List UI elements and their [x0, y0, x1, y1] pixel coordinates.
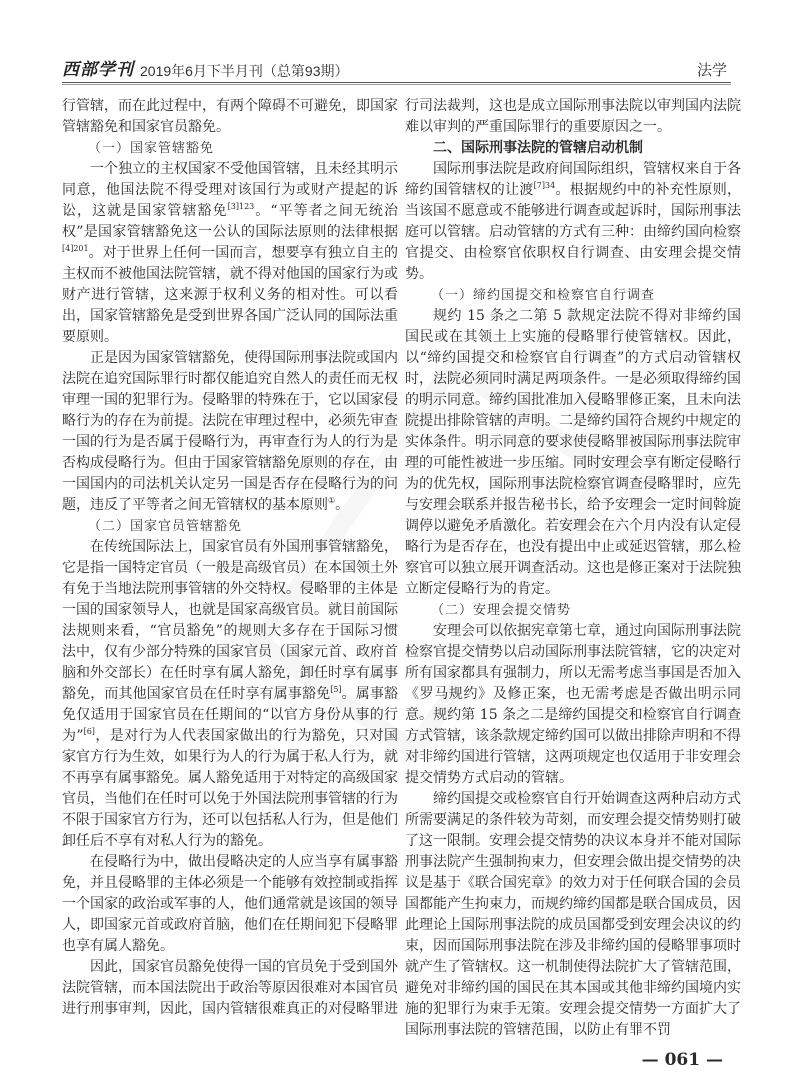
right-column	[405, 96, 741, 1041]
text-run: 正是因为国家管辖豁免，使得国际刑事法院或国内法院在追究国际罪行时都仅能追究自然人的责任而无权审理一国的犯罪行为。侵略罪的特殊在于，它以国家侵略行为的存在为前提。法院在审理过程中，必须先审查一国的行为是否属于侵略行为，再审查行为人的行为是否构成侵略行为。但由于国家管辖豁免原则的存在，由一国国内的司法机关认定另一国是否存在侵略行为的问题，违反了平等者之间无管辖权的基本原则	[62, 350, 398, 513]
text-run: 安理会可以依据宪章第七章，通过向国际刑事法院检察官提交情势以启动国际刑事法院管辖，它的决定对所有国家都具有强制力，所以无需考虑当事国是否加入《罗马规约》及修正案，也无需考虑是否做出明示同意。规约第 15 条之二是缔约国提交和检察官自行调查方式管辖，该条款规定缔约国可以做出排除声明和不得对非缔约国进行管辖，这两项规定也仅适用于非安理会提交情势方式启动的管辖。	[405, 623, 741, 786]
text-run: 。“平等者之间无统治权”是国家管辖豁免这一公认的国际法原则的法律根据	[62, 203, 398, 240]
text-run: 一个独立的主权国家不受他国管辖，且未经其明示同意，他国法院不得受理对该国行为或财产提起的诉讼，这就是国家管辖豁免	[62, 161, 398, 219]
text-run: 因此，国家官员豁免使得一国的官员免于受到国外法院管辖，而本国法院出于政治等原因很难对本国官员进行刑事审判，因此，国内管辖很难真正的对侵略罪进	[62, 959, 398, 1017]
paragraph	[62, 159, 398, 348]
running-header	[62, 58, 731, 80]
journal-logo: 西部学刊	[62, 60, 134, 80]
paragraph	[405, 621, 741, 789]
text-run: 在传统国际法上，国家官员有外国刑事管辖豁免，它是指一国特定官员（一般是高级官员）在本国领土外有免于当地法院刑事管辖的外交特权。侵略罪的主体是一国的国家领导人，也就是国家高级官员。就目前国际法规则来看，“官员豁免”的规则大多存在于国际习惯法中，仅有少部分特殊的国家官员（国家元首、政府首脑和外交部长）在任时享有属人豁免，卸任时享有属事豁免，而其他国家官员在任时享有属事豁免	[62, 539, 398, 702]
issue-info: 2019年6月下半月刊（总第93期）	[140, 63, 349, 79]
citation-marker: ①	[328, 496, 336, 505]
paragraph	[405, 96, 741, 138]
paragraph	[62, 957, 398, 1020]
paragraph	[62, 537, 398, 852]
page-number: — 061 —	[641, 1050, 723, 1070]
text-run: 。根据规约中的补充性原则，当该国不愿意或不能够进行调查或起诉时，国际刑事法庭可以管辖。启动管辖的方式有三种：由缔约国向检察官提交、由检察官依职权自行调查、由安理会提交情势。	[405, 182, 742, 282]
citation-marker: [6]	[83, 727, 95, 736]
paragraph	[62, 852, 398, 957]
paragraph	[405, 306, 741, 600]
section-name: 法学	[696, 62, 727, 79]
citation-marker: [5]	[330, 685, 342, 694]
subsection-heading	[62, 516, 398, 537]
subsection-heading	[405, 285, 741, 306]
paragraph	[405, 789, 741, 1041]
text-run: （一）缔约国提交和检察官自行调查	[431, 288, 656, 303]
text-run: 行司法裁判，这也是成立国际刑事法院以审判国内法院难以审判的严重国际罪行的重要原因之一。	[405, 98, 741, 135]
subsection-heading	[405, 600, 741, 621]
left-column	[62, 96, 398, 1020]
text-run: 缔约国提交或检察官自行开始调查这两种启动方式所需要满足的条件较为苛刻，而安理会提交情势则打破了这一限制。安理会提交情势的决议本身并不能对国际刑事法院产生强制拘束力，但安理会做出提交情势的决议是基于《联合国宪章》的效力对于任何联合国的会员国都能产生拘束力，而规约缔约国都是联合国成员，因此理论上国际刑事法院的成员国都受到安理会决议的约束，因而国际刑事法院在涉及非缔约国的侵略罪事项时就产生了管辖权。这一机制使得法院扩大了管辖范围，避免对非缔约国的国民在其本国或其他非缔约国境内实施的犯罪行为束手无策。安理会提交情势一方面扩大了国际刑事法院的管辖范围，以防止有罪不罚	[405, 791, 741, 1038]
text-run: 在侵略行为中，做出侵略决定的人应当享有属事豁免，并且侵略罪的主体必须是一个能够有效控制或指挥一个国家的政治或军事的人，他们通常就是该国的领导人，即国家元首或政府首脑，他们在任期间犯下侵略罪也享有属人豁免。	[62, 854, 398, 954]
citation-marker: [4]201	[62, 244, 89, 253]
text-run: （二）国家官员管辖豁免	[88, 519, 243, 534]
citation-marker: [7]34	[533, 181, 556, 190]
text-run: 。	[335, 497, 350, 513]
text-run: ，是对行为人代表国家做出的行为豁免，只对国家官方行为生效，如果行为人的行为属于私人行为，就不再享有属事豁免。属人豁免适用于对特定的高级国家官员，当他们在任时可以免于外国法院刑事管辖的行为不限于国家官方行为，还可以包括私人行为，但是他们卸任后不享有对私人行为的豁免。	[62, 728, 398, 849]
text-run: （一）国家管辖豁免	[88, 141, 215, 156]
text-run: 二、国际刑事法院的管辖启动机制	[433, 140, 643, 156]
text-run: （二）安理会提交情势	[431, 603, 572, 618]
text-run: 规约 15 条之二第 5 款规定法院不得对非缔约国国民或在其领土上实施的侵略罪行使管辖权。因此，以“缔约国提交和检察官自行调查”的方式启动管辖权时，法院必须同时满足两项条件。一是必须取得缔约国的明示同意。缔约国批准加入侵略罪修正案，且未向法院提出排除管辖的声明。二是缔约国符合规约中规定的实体条件。明示同意的要求使侵略罪被国际刑事法院审理的可能性被进一步压缩。同时安理会享有断定侵略行为的优先权，国际刑事法院检察官调查侵略罪时，应先与安理会联系并报告秘书长，给予安理会一定时间斡旋调停以避免矛盾激化。若安理会在六个月内没有认定侵略行为是否存在，也没有提出中止或延迟管辖，那么检察官可以独立展开调查活动。这也是修正案对于法院独立断定侵略行为的肯定。	[405, 308, 741, 597]
text-run: 国际刑事法院是政府间国际组织，管辖权来自于各缔约国管辖权的让渡	[405, 161, 741, 198]
text-run: 。对于世界上任何一国而言，想要享有独立自主的主权而不被他国法院管辖，就不得对他国的国家行为或财产进行管辖，这来源于权利义务的相对性。可以看出，国家管辖豁免是受到世界各国广泛认同的国际法重要原则。	[62, 245, 398, 345]
paragraph	[405, 159, 741, 285]
header-rule	[62, 82, 731, 85]
text-run: 。属事豁免仅适用于国家官员在任期间的“以官方身份从事的行为”	[62, 686, 399, 744]
citation-marker: [3]123	[227, 202, 255, 211]
text-run: 行管辖，而在此过程中，有两个障碍不可避免，即国家管辖豁免和国家官员豁免。	[62, 98, 398, 135]
subsection-heading	[62, 138, 398, 159]
paragraph	[62, 96, 398, 138]
section-heading	[405, 138, 741, 159]
paragraph	[62, 348, 398, 516]
